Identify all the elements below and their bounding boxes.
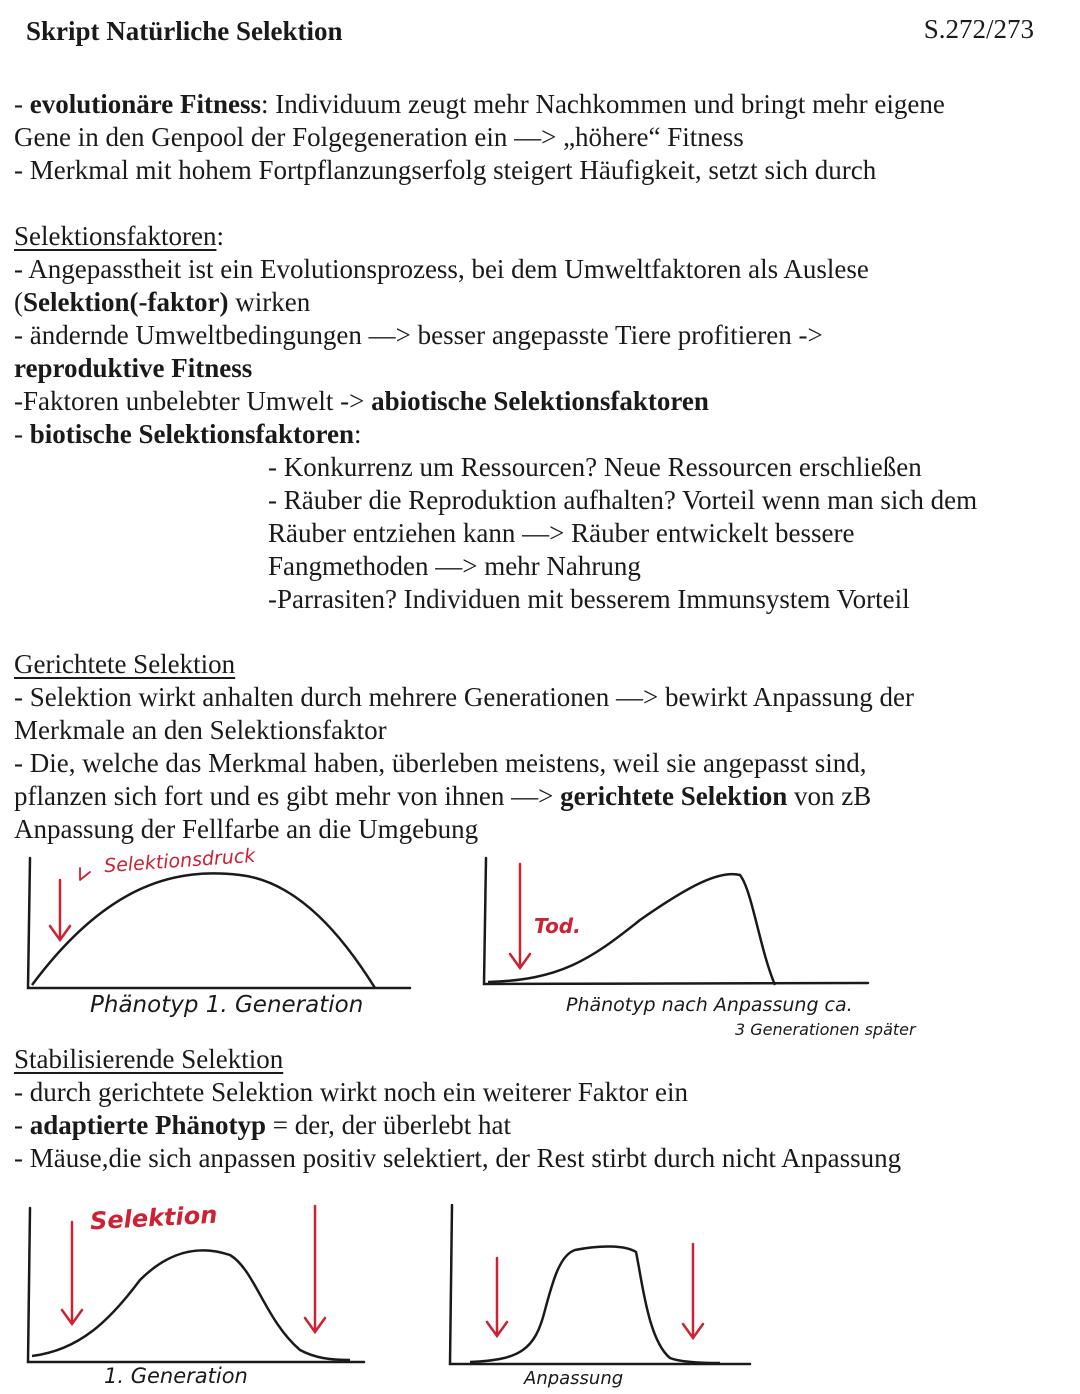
gerichtete-heading: Gerichtete Selektion bbox=[14, 649, 236, 679]
stabilisierende-heading: Stabilisierende Selektion bbox=[14, 1044, 284, 1074]
document-title: Skript Natürliche Selektion bbox=[26, 16, 343, 46]
sketch-2-curve bbox=[488, 874, 775, 985]
sketch-3-caption: 1. Generation bbox=[104, 1364, 248, 1388]
gerichtete-line-2: Merkmale an den Selektionsfaktor bbox=[14, 715, 387, 745]
gerichtete-line-3: - Die, welche das Merkmal haben, überleben meistens, weil sie angepasst sind, bbox=[14, 748, 867, 778]
sketch-3-label: Selektion bbox=[89, 1200, 218, 1236]
sketch-1-caption: Phänotyp 1. Generation bbox=[90, 992, 364, 1018]
sketch-1-label: Selektionsdruck bbox=[103, 844, 256, 878]
selektionsfaktoren-line-6: - biotische Selektionsfaktoren: bbox=[14, 419, 362, 449]
selektionsfaktoren-line-1: - Angepasstheit ist ein Evolutionsprozess, bei dem Umweltfaktoren als Auslese bbox=[14, 254, 869, 284]
selektionsfaktoren-line-5: -Faktoren unbelebter Umwelt -> abiotische Selektionsfaktoren bbox=[14, 386, 709, 416]
sketch-1-arrow bbox=[50, 868, 90, 940]
sketch-2-arrow bbox=[510, 864, 530, 968]
sketch-3-axes bbox=[28, 1208, 364, 1362]
intro-line-3: - Merkmal mit hohem Fortpflanzungserfolg steigert Häufigkeit, setzt sich durch bbox=[14, 155, 877, 185]
sketch-1-curve bbox=[32, 873, 375, 988]
sketch-4-arrow-right bbox=[683, 1244, 703, 1338]
sketch-4-caption: Anpassung bbox=[524, 1368, 624, 1389]
sketch-2-label: Tod. bbox=[534, 914, 581, 938]
gerichtete-line-1: - Selektion wirkt anhalten durch mehrere Generationen —> bewirkt Anpassung der bbox=[14, 682, 914, 712]
gerichtete-line-4: pflanzen sich fort und es gibt mehr von ihnen —> gerichtete Selektion von zB bbox=[14, 781, 872, 811]
gerichtete-line-5: Anpassung der Fellfarbe an die Umgebung bbox=[14, 814, 479, 844]
sketch-2-caption: Phänotyp nach Anpassung ca. bbox=[566, 994, 853, 1016]
selektionsfaktoren-line-2: (Selektion(-faktor) wirken bbox=[14, 287, 311, 317]
sketch-4-curve bbox=[470, 1246, 720, 1363]
selektionsfaktoren-line-3: - ändernde Umweltbedingungen —> besser angepasste Tiere profitieren -> bbox=[14, 320, 823, 350]
page-reference: S.272/273 bbox=[923, 14, 1034, 44]
stabilisierende-line-3: - Mäuse,die sich anpassen positiv selektiert, der Rest stirbt durch nicht Anpassung bbox=[14, 1143, 902, 1173]
sketch-3-arrow-left bbox=[62, 1222, 82, 1324]
biotic-item-3: Räuber entziehen kann —> Räuber entwickelt bessere bbox=[268, 518, 855, 548]
biotic-item-4: Fangmethoden —> mehr Nahrung bbox=[268, 551, 641, 581]
sketch-3-curve bbox=[32, 1250, 350, 1360]
sketch-2-caption-2: 3 Generationen später bbox=[735, 1020, 916, 1039]
intro-line-1: - evolutionäre Fitness: Individuum zeugt mehr Nachkommen und bringt mehr eigene bbox=[14, 89, 945, 119]
sketch-4-arrow-left bbox=[487, 1258, 507, 1336]
biotic-item-1: - Konkurrenz um Ressourcen? Neue Ressourcen erschließen bbox=[268, 452, 922, 482]
sketch-3-arrow-right bbox=[305, 1206, 325, 1332]
selektionsfaktoren-heading: Selektionsfaktoren: bbox=[14, 221, 224, 251]
sketch-4-axes bbox=[450, 1205, 750, 1364]
stabilisierende-line-2: - adaptierte Phänotyp = der, der überlebt hat bbox=[14, 1110, 512, 1140]
selektionsfaktoren-line-4: reproduktive Fitness bbox=[14, 353, 253, 383]
stabilisierende-line-1: - durch gerichtete Selektion wirkt noch ein weiterer Faktor ein bbox=[14, 1077, 689, 1107]
sketch-1-axes bbox=[28, 858, 410, 988]
intro-line-2: Gene in den Genpool der Folgegeneration ein —> „höhere“ Fitness bbox=[14, 122, 744, 152]
biotic-item-5: -Parrasiten? Individuen mit besserem Immunsystem Vorteil bbox=[268, 584, 910, 614]
biotic-item-2: - Räuber die Reproduktion aufhalten? Vorteil wenn man sich dem bbox=[268, 485, 978, 515]
